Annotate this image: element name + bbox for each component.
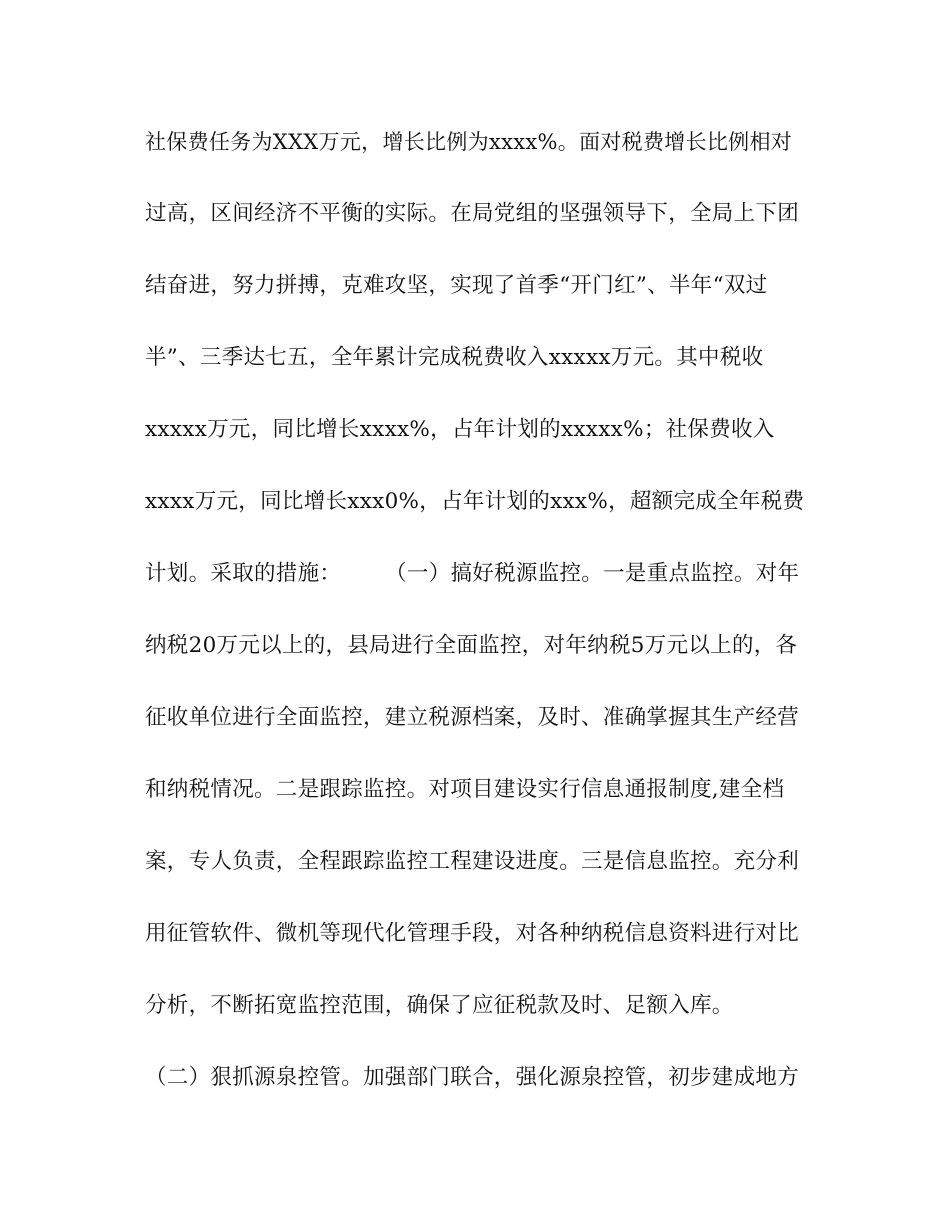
text-line: 半”、三季达七五，全年累计完成税费收入xxxxx万元。其中税收: [145, 345, 764, 370]
text-line: 案，专人负责，全程跟踪监控工程建设进度。三是信息监控。充分利: [145, 849, 800, 874]
text-line: 过高，区间经济不平衡的实际。在局党组的坚强领导下，全局上下团: [145, 201, 800, 226]
text-line: xxxxx万元，同比增长xxxx%，占年计划的xxxxx%；社保费收入: [145, 417, 775, 442]
text-line: 和纳税情况。二是跟踪监控。对项目建设实行信息通报制度,建全档: [145, 777, 785, 802]
text-line: 用征管软件、微机等现代化管理手段，对各种纳税信息资料进行对比: [145, 921, 800, 946]
text-line: （二）狠抓源泉控管。加强部门联合，强化源泉控管，初步建成地方: [145, 1065, 800, 1090]
text-line: xxxx万元，同比增长xxx0%，占年计划的xxx%，超额完成全年税费: [145, 489, 805, 514]
text-line: 征收单位进行全面监控，建立税源档案，及时、准确掌握其生产经营: [145, 705, 800, 730]
text-line: 计划。采取的措施： （一）搞好税源监控。一是重点监控。对年: [145, 561, 800, 586]
text-line: 社保费任务为XXX万元，增长比例为xxxx%。面对税费增长比例相对: [145, 130, 793, 154]
text-line: 结奋进，努力拼搏，克难攻坚，实现了首季“开门红”、半年“双过: [145, 273, 768, 298]
text-line: 纳税20万元以上的，县局进行全面监控，对年纳税5万元以上的，各: [145, 633, 798, 658]
text-line: 分析，不断拓宽监控范围，确保了应征税款及时、足额入库。: [145, 993, 734, 1018]
